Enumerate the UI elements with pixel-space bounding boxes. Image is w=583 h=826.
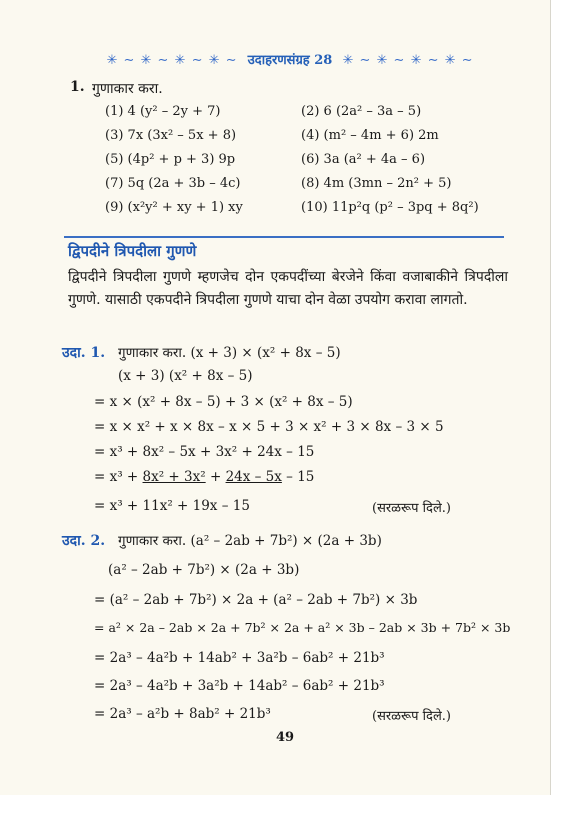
example-2-step: (a² – 2ab + 7b²) × (2a + 3b): [108, 562, 300, 578]
example-2-result-note: (सरळरूप दिले.): [372, 709, 451, 724]
question-instruction: गुणाकार करा.: [92, 81, 163, 97]
exercise-title: उदाहरणसंग्रह 28: [247, 53, 333, 68]
example-1-step: = x × (x² + 8x – 5) + 3 × (x² + 8x – 5): [94, 394, 353, 410]
example-2-step: = 2a³ – 4a²b + 3a²b + 14ab² – 6ab² + 21b³: [94, 678, 385, 694]
problem-item: (7) 5q (2a + 3b – 4c): [105, 176, 241, 191]
decorative-stars-right: ✳ ∼ ✳ ∼ ✳ ∼ ✳ ∼: [342, 53, 474, 68]
grouped-term: = x³ +: [94, 469, 143, 485]
example-1-step-grouped: [94, 469, 314, 485]
decorative-stars-left: ✳ ∼ ✳ ∼ ✳ ∼ ✳ ∼: [106, 53, 238, 68]
problem-item: (1) 4 (y² – 2y + 7): [105, 104, 221, 119]
example-2-step: = 2a³ – 4a²b + 14ab² + 3a²b – 6ab² + 21b³: [94, 650, 385, 666]
problem-item: (4) (m² – 4m + 6) 2m: [301, 128, 439, 143]
problem-item: (9) (x²y² + xy + 1) xy: [105, 200, 243, 215]
example-1-step: (x + 3) (x² + 8x – 5): [118, 368, 253, 384]
problem-item: (8) 4m (3mn – 2n² + 5): [301, 176, 452, 191]
example-2-step: = (a² – 2ab + 7b²) × 2a + (a² – 2ab + 7b²) × 3b: [94, 592, 418, 608]
example-1-problem: गुणाकार करा. (x + 3) × (x² + 8x – 5): [118, 345, 341, 361]
underlined-like-terms: 24x – 5x: [225, 469, 282, 485]
problem-row: [105, 104, 505, 128]
problem-item: (2) 6 (2a² – 3a – 5): [301, 104, 422, 119]
problem-grid: [105, 104, 505, 224]
section-heading: द्विपदीने त्रिपदीला गुणणे: [68, 242, 197, 260]
problem-row: [105, 128, 505, 152]
example-2-step: = a² × 2a – 2ab × 2a + 7b² × 2a + a² × 3b – 2ab × 3b + 7b² × 3b: [94, 620, 511, 635]
problem-row: [105, 200, 505, 224]
page-number: 49: [276, 730, 295, 745]
problem-row: [105, 176, 505, 200]
problem-item: (5) (4p² + p + 3) 9p: [105, 152, 236, 167]
problem-item: (3) 7x (3x² – 5x + 8): [105, 128, 237, 143]
section-divider: [64, 236, 504, 238]
example-1-step: = x³ + 8x² – 5x + 3x² + 24x – 15: [94, 444, 315, 460]
example-2-final: = 2a³ – a²b + 8ab² + 21b³: [94, 706, 271, 722]
question-number: 1.: [70, 79, 85, 95]
example-2-label: उदा. 2.: [62, 533, 106, 549]
example-1-step: = x × x² + x × 8x – x × 5 + 3 × x² + 3 × 8x – 3 × 5: [94, 419, 444, 435]
exercise-header: [80, 50, 500, 68]
example-2-problem: गुणाकार करा. (a² – 2ab + 7b²) × (2a + 3b): [118, 533, 382, 549]
underlined-like-terms: 8x² + 3x²: [142, 469, 206, 485]
example-1-result-note: (सरळरूप दिले.): [372, 501, 451, 516]
section-paragraph: द्विपदीने त्रिपदीला गुणणे म्हणजेच दोन एकपदींच्या बेरजेने किंवा वजाबाकीने त्रिपदीला गुणणे. यासाठी एकपदीने त्रिपदीला गुणणे याचा दोन वेळा उपयोग करावा लागतो.: [68, 269, 508, 308]
problem-row: [105, 152, 505, 176]
grouped-term: – 15: [281, 469, 315, 485]
problem-item: (10) 11p²q (p² – 3pq + 8q²): [301, 200, 479, 215]
example-1-label: उदा. 1.: [62, 345, 106, 361]
problem-item: (6) 3a (a² + 4a – 6): [301, 152, 426, 167]
grouped-term: +: [205, 469, 226, 485]
example-1-final: = x³ + 11x² + 19x – 15: [94, 498, 250, 514]
